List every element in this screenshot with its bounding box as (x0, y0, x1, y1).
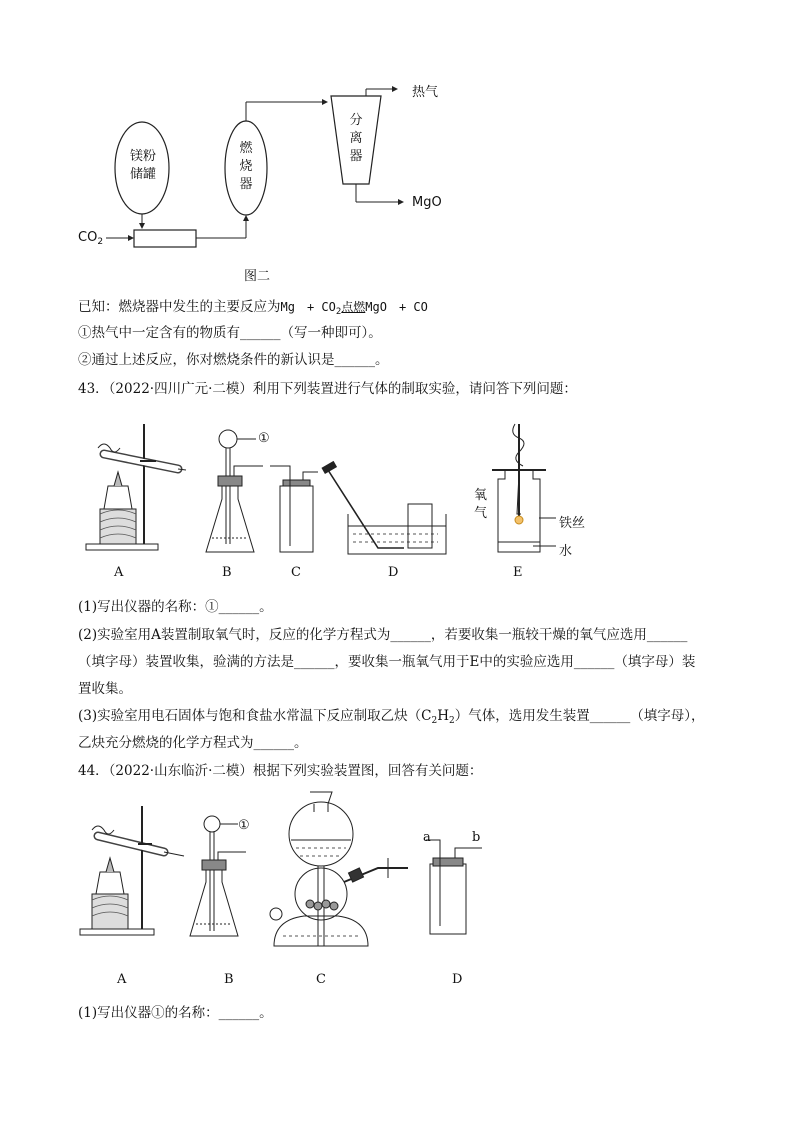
q43-apparatus (78, 414, 598, 564)
mixer-box (134, 230, 196, 247)
q43-oxygen-label: 氧 气 (474, 488, 488, 521)
q44-port-a: a (423, 830, 431, 845)
q43-p2b: （填字母）装置收集，验满的方法是______，要收集一瓶氧气用于E中的实验应选用______（填字母）装 (78, 654, 696, 670)
q42-item2: ②通过上述反应，你对燃烧条件的新认识是______。 (78, 352, 389, 368)
q44-apparatus (78, 786, 498, 956)
q43-p2a: (2)实验室用A装置制取氧气时，反应的化学方程式为______，若要收集一瓶较干燥的氧气应选用______ (78, 627, 688, 643)
q43-letter-d: D (388, 565, 399, 580)
q44-heading: 44．（2022·山东临沂·二模）根据下列实验装置图，回答有关问题： (78, 763, 483, 779)
q44-port-b: b (472, 830, 481, 845)
q43-letter-c: C (291, 565, 301, 580)
co2-label: $CO_2$ (78, 230, 104, 247)
burner-label: 燃 烧 器 (239, 141, 253, 192)
q43-p3b: 乙炔充分燃烧的化学方程式为______。 (78, 735, 308, 751)
q44-letter-d: D (452, 972, 463, 987)
known-reaction: 已知：燃烧器中发生的主要反应为Mg + $CO_2$点燃MgO + CO (78, 299, 428, 317)
q43-apparatus-a (86, 424, 186, 550)
separator-label: 分 离 器 (349, 113, 363, 164)
q43-wire-label: 铁丝 (559, 516, 586, 531)
hot-gas-label: 热气 (412, 85, 439, 100)
q43-apparatus-e (492, 424, 556, 552)
q44-apparatus-c (270, 792, 408, 946)
q43-letter-e: E (513, 565, 523, 580)
q43-p1: (1)写出仪器的名称：①______。 (78, 599, 273, 615)
q43-marker-1: ① (258, 431, 270, 446)
q43-apparatus-c (270, 466, 318, 552)
figure-caption: 图二 (244, 269, 271, 284)
q44-letter-c: C (316, 972, 326, 987)
q44-letter-b: B (224, 972, 234, 987)
q43-letter-b: B (222, 565, 232, 580)
q43-heading: 43．（2022·四川广元·二模）利用下列装置进行气体的制取实验，请问答下列问题： (78, 381, 577, 397)
q44-letter-a: A (117, 972, 127, 987)
q44-apparatus-d (426, 840, 482, 934)
q42-item1: ①热气中一定含有的物质有______（写一种即可）。 (78, 325, 382, 341)
q44-apparatus-b (190, 816, 246, 936)
q44-apparatus-a (80, 806, 184, 935)
q43-apparatus-d (321, 461, 446, 554)
storage-label: 镁粉 储罐 (129, 149, 156, 182)
q43-p3a: (3)实验室用电石固体与饱和食盐水常温下反应制取乙炔$(C_2H_2)$气体，选用发生装置______（填字母）， (78, 708, 705, 726)
mgo-label: MgO (412, 195, 442, 210)
q43-water-label: 水 (559, 544, 573, 559)
q43-apparatus-b (206, 430, 263, 552)
q43-letter-a: A (114, 565, 124, 580)
q44-marker-1: ① (238, 818, 250, 833)
q43-p2c: 置收集。 (78, 681, 132, 697)
q44-p1: (1)写出仪器①的名称：______。 (78, 1005, 273, 1021)
